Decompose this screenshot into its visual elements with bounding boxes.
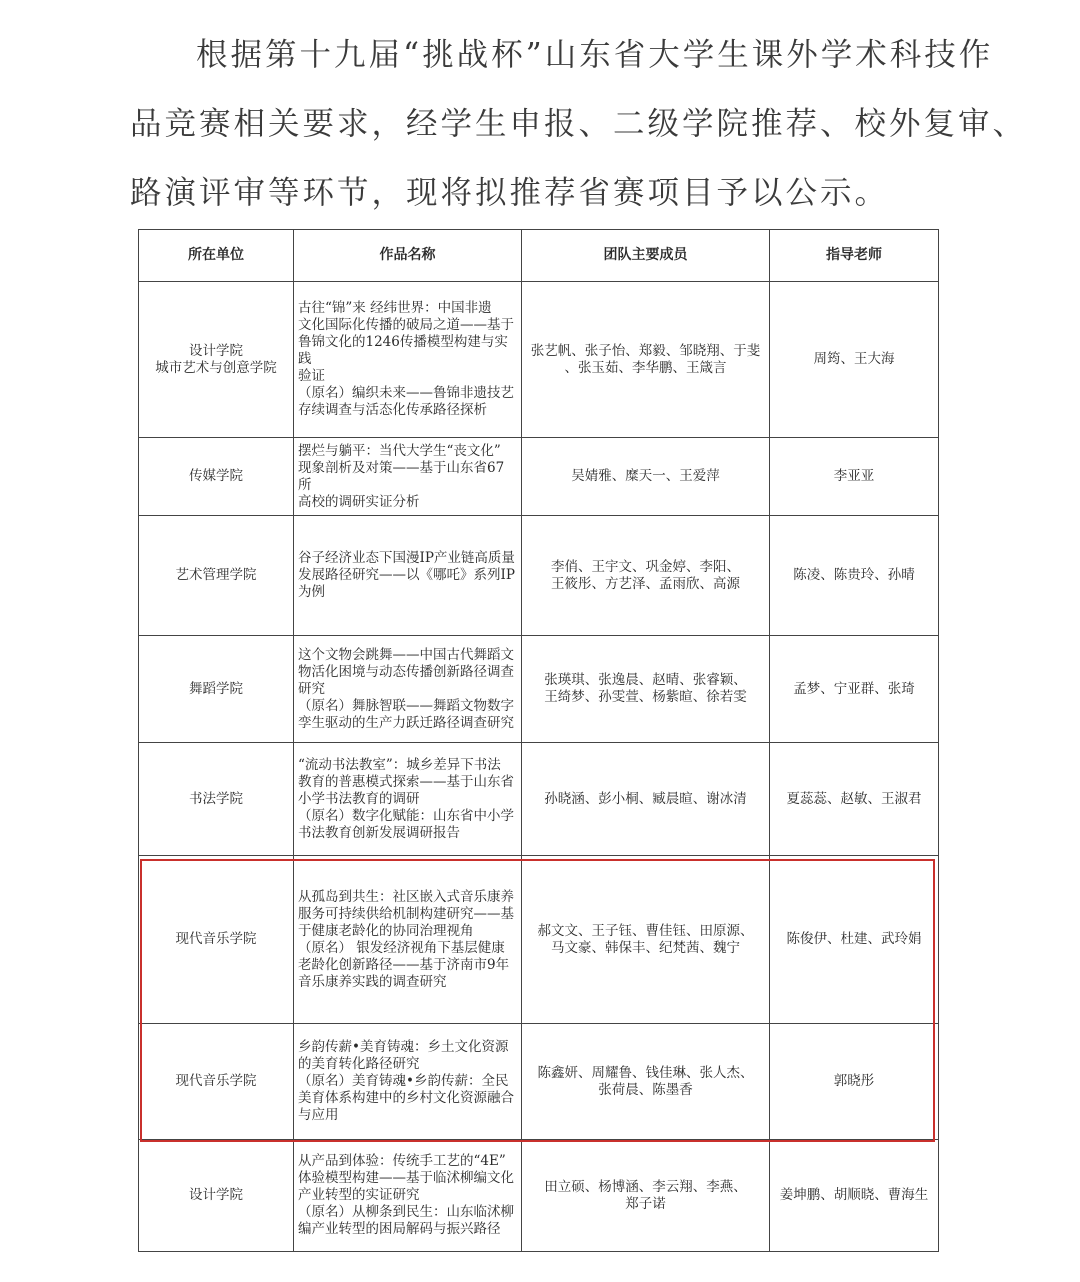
cell-work-line: （原名）编织未来——鲁锦非遗技艺: [298, 385, 514, 401]
cell-work-line: 从孤岛到共生：社区嵌入式音乐康养: [298, 888, 514, 905]
cell-unit: [139, 516, 294, 636]
cell-work-line: 物活化困境与动态传播创新路径调查: [298, 663, 514, 680]
cell-unit-line: 艺术管理学院: [175, 567, 257, 583]
cell-work-line: 研究: [298, 680, 325, 697]
table-row: [139, 636, 939, 743]
cell-unit-line: 现代音乐学院: [175, 1073, 257, 1089]
header-teacher: 指导老师: [770, 230, 939, 282]
cell-teacher: 周筠、王大海: [770, 282, 939, 438]
cell-members-line: 张瑛琪、张逸晨、赵晴、张睿颖、: [544, 672, 747, 688]
intro-paragraph: [130, 30, 1028, 237]
header-unit: 所在单位: [139, 230, 294, 282]
cell-unit-line: 舞蹈学院: [189, 680, 243, 697]
cell-work-line: 摆烂与躺平：当代大学生“丧文化”: [298, 442, 501, 459]
cell-work-line: 谷子经济业态下国漫IP产业链高质量: [298, 550, 515, 566]
cell-members-line: 张艺帆、张子怡、郑毅、邹晓翔、于斐: [530, 342, 761, 359]
cell-work: [294, 743, 522, 856]
cell-members-line: 郝文文、王子钰、曹佳钰、田原源、: [537, 922, 754, 939]
cell-unit: [139, 282, 294, 438]
table-row: [139, 516, 939, 636]
cell-unit: [139, 636, 294, 743]
cell-work-line: 的美育转化路径研究: [298, 1056, 420, 1072]
cell-work-line: （原名）数字化赋能：山东省中小学: [298, 807, 514, 824]
cell-members-line: 王绮梦、孙雯萱、杨紫暄、徐若雯: [544, 689, 747, 705]
cell-work-line: 教育的普惠模式探索——基于山东省: [298, 773, 514, 790]
cell-teacher: 陈俊伊、杜建、武玲娟: [770, 856, 939, 1024]
project-table: [138, 229, 939, 1252]
cell-work-line: （原名） 银发经济视角下基层健康: [298, 939, 505, 956]
header-work: 作品名称: [294, 230, 522, 282]
cell-members-line: 李俏、王宇文、巩金婷、李阳、: [551, 558, 740, 575]
cell-members-line: 王筱彤、方艺泽、孟雨欣、高源: [551, 575, 740, 592]
cell-members: [522, 516, 770, 636]
cell-unit-line: 设计学院: [189, 1187, 243, 1203]
cell-work-line: 文化国际化传播的破局之道——基于: [298, 317, 514, 333]
cell-work-line: 孪生驱动的生产力跃迁路径调查研究: [298, 714, 514, 731]
cell-members-line: 陈鑫妍、周耀鲁、钱佳琳、张人杰、: [537, 1064, 754, 1081]
cell-members: [522, 1024, 770, 1140]
cell-unit: [139, 438, 294, 516]
cell-teacher: 姜坤鹏、胡顺晓、曹海生: [770, 1140, 939, 1252]
cell-teacher: 夏蕊蕊、赵敏、王淑君: [770, 743, 939, 856]
cell-work: [294, 438, 522, 516]
cell-work-line: 发展路径研究——以《哪吒》系列IP: [298, 567, 515, 583]
cell-work-line: “流动书法教室”：城乡差异下书法: [298, 756, 501, 773]
cell-work-line: 从产品到体验：传统手工艺的“4E”: [298, 1153, 506, 1169]
cell-unit-line: 城市艺术与创意学院: [155, 359, 277, 376]
cell-work: [294, 636, 522, 743]
cell-members: [522, 438, 770, 516]
cell-members-line: 、张玉茹、李华鹏、王箴言: [564, 359, 727, 376]
cell-work-line: 为例: [298, 584, 325, 600]
cell-members-line: 郑子诺: [625, 1195, 666, 1212]
cell-work-line: 验证: [298, 368, 325, 384]
cell-work-line: 老龄化创新路径——基于济南市9年: [298, 956, 510, 973]
table-row: [139, 856, 939, 1024]
table-header-row: [139, 230, 939, 282]
cell-work-line: 编产业转型的困局解码与振兴路径: [298, 1221, 501, 1237]
cell-members-line: 田立硕、杨博涵、李云翔、李燕、: [544, 1178, 747, 1195]
header-members: 团队主要成员: [522, 230, 770, 282]
cell-unit-line: 书法学院: [189, 790, 243, 807]
cell-work-line: 美育体系构建中的乡村文化资源融合: [298, 1090, 514, 1106]
cell-members: [522, 282, 770, 438]
cell-work-line: 高校的调研实证分析: [298, 493, 420, 510]
table-row: [139, 743, 939, 856]
cell-work-line: （原名）舞脉智联——舞蹈文物数字: [298, 697, 514, 714]
cell-teacher: 李亚亚: [770, 438, 939, 516]
cell-work-line: 服务可持续供给机制构建研究——基: [298, 905, 514, 922]
cell-work-line: 与应用: [298, 1107, 339, 1123]
cell-work: [294, 282, 522, 438]
cell-work-line: 古往“锦”来 经纬世界：中国非遗: [298, 300, 492, 316]
cell-members-line: 马文豪、韩保丰、纪梵茜、魏宁: [551, 939, 740, 956]
cell-work: [294, 516, 522, 636]
cell-unit: [139, 1024, 294, 1140]
table-row: [139, 1024, 939, 1140]
cell-unit-line: 设计学院: [189, 342, 243, 359]
cell-work: [294, 856, 522, 1024]
cell-work: [294, 1140, 522, 1252]
cell-teacher: 孟梦、宁亚群、张琦: [770, 636, 939, 743]
cell-work-line: 乡韵传薪•美育铸魂：乡土文化资源: [298, 1039, 509, 1055]
cell-work-line: （原名）从柳条到民生：山东临沭柳: [298, 1204, 514, 1220]
cell-work: [294, 1024, 522, 1140]
cell-work-line: 存续调查与活态化传承路径探析: [298, 402, 487, 418]
cell-work-line: 产业转型的实证研究: [298, 1187, 420, 1203]
cell-work-line: （原名）美育铸魂•乡韵传薪：全民: [298, 1073, 509, 1089]
cell-work-line: 小学书法教育的调研: [298, 790, 420, 807]
cell-unit-line: 传媒学院: [189, 468, 243, 484]
cell-work-line: 体验模型构建——基于临沭柳编文化: [298, 1170, 514, 1186]
intro-line: 路演评审等环节，现将拟推荐省赛项目予以公示。: [130, 175, 890, 211]
cell-unit: [139, 856, 294, 1024]
cell-teacher: 郭晓彤: [770, 1024, 939, 1140]
cell-work-line: 书法教育创新发展调研报告: [298, 824, 460, 841]
cell-unit: [139, 1140, 294, 1252]
cell-members-line: 吴婧雅、糜天一、王爱萍: [571, 468, 720, 484]
cell-teacher: 陈凌、陈贵玲、孙晴: [770, 516, 939, 636]
cell-work-line: 音乐康养实践的调查研究: [298, 973, 447, 990]
table-row: [139, 1140, 939, 1252]
cell-work-line: 鲁锦文化的1246传播模型构建与实践: [298, 334, 508, 367]
cell-work-line: 现象剖析及对策——基于山东省67所: [298, 459, 505, 493]
table-row: [139, 438, 939, 516]
cell-members: [522, 636, 770, 743]
intro-line: 根据第十九届“挑战杯”山东省大学生课外学术科技作: [196, 37, 994, 73]
intro-line: 品竞赛相关要求，经学生申报、二级学院推荐、校外复审、: [130, 106, 1028, 142]
cell-unit-line: 现代音乐学院: [175, 931, 257, 947]
cell-unit: [139, 743, 294, 856]
cell-members-line: 张荷晨、陈墨香: [598, 1081, 693, 1098]
cell-members: [522, 1140, 770, 1252]
cell-members: [522, 856, 770, 1024]
cell-members: [522, 743, 770, 856]
cell-members-line: 孙晓涵、彭小桐、臧晨暄、谢冰清: [544, 790, 747, 807]
cell-work-line: 这个文物会跳舞——中国古代舞蹈文: [298, 646, 514, 663]
cell-work-line: 于健康老龄化的协同治理视角: [298, 922, 474, 939]
table-row: [139, 282, 939, 438]
